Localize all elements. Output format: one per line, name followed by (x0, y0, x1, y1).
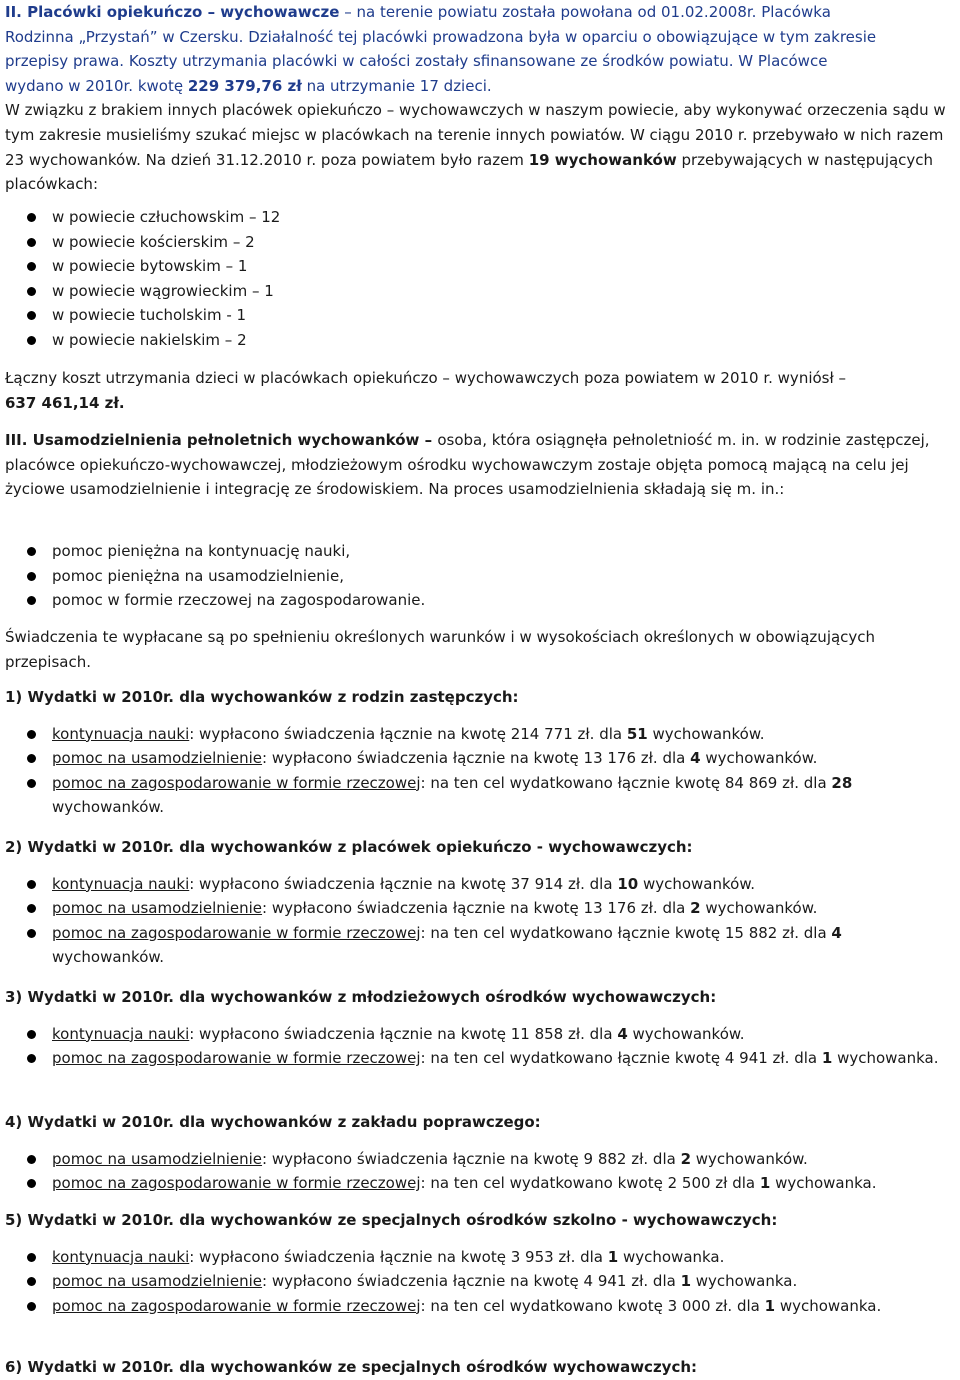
section-2-paragraph-text: W związku z brakiem innych placówek opiekuńczo – wychowawczych w naszym powiecie, aby wykonywać orzeczenia sądu w tym zakresie musieliśmy szukać miejsc w placówkach na terenie innych powiatów. W ciągu 2010 r. przebywało w nich razem 23 wychowanków. Na dzień 31.12.2010 r. poza powiatem było razem (5, 101, 946, 169)
expense-text: : na ten cel wydatkowano łącznie kwotę 15 882 zł. dla (420, 923, 832, 942)
expense-after: wychowanków. (638, 874, 755, 893)
expense-count: 1 (607, 1247, 619, 1266)
expense-item (5, 1022, 957, 1047)
expense-group-heading: 3) Wydatki w 2010r. dla wychowanków z młodzieżowych ośrodków wychowawczych: (5, 988, 717, 1006)
section-2-paragraph (5, 98, 957, 196)
expense-group-heading: 5) Wydatki w 2010r. dla wychowanków ze specjalnych ośrodków szkolno - wychowawczych: (5, 1211, 778, 1229)
section-2-line-2: Rodzinna „Przystań” w Czersku. Działalność tej placówki prowadzona była w oparciu o obowiązujące w tym zakresie (5, 27, 877, 46)
expense-text: : na ten cel wydatkowano kwotę 3 000 zł. dla (420, 1296, 765, 1315)
expense-term: pomoc na zagospodarowanie w formie rzeczowej (52, 1296, 421, 1315)
expense-after: wychowanków. (627, 1024, 745, 1043)
expense-count: 10 (617, 874, 639, 893)
expense-item (5, 722, 957, 747)
expense-list (5, 1022, 957, 1071)
expense-term: pomoc na zagospodarowanie w formie rzeczowej (52, 923, 421, 942)
support-forms-list (5, 539, 957, 613)
support-form-item: pomoc w formie rzeczowej na zagospodarowanie. (5, 588, 957, 613)
total-cost-label: Łączny koszt utrzymania dzieci w placówkach opiekuńczo – wychowawczych poza powiatem w 2010 r. wyniósł – (5, 369, 847, 387)
expense-text: : wypłacono świadczenia łącznie na kwotę 3 953 zł. dla (189, 1247, 608, 1266)
section-2 (5, 0, 957, 197)
section-2-line-4-a: wydano w 2010r. kwotę (5, 76, 188, 95)
expense-item (5, 1245, 957, 1270)
expense-text: : wypłacono świadczenia łącznie na kwotę 214 771 zł. dla (189, 724, 627, 743)
expense-after: wychowanków. (691, 1149, 808, 1168)
expense-group-heading: 6) Wydatki w 2010r. dla wychowanków ze specjalnych ośrodków wychowawczych: (5, 1358, 698, 1376)
expense-group (5, 835, 957, 970)
expense-after: wychowanka. (691, 1272, 798, 1291)
section-3-intro (5, 428, 957, 502)
expense-text: : na ten cel wydatkowano łącznie kwotę 84 869 zł. dla (420, 773, 832, 792)
expense-after: wychowanka. (770, 1174, 877, 1193)
expense-count: 4 (617, 1024, 628, 1043)
expense-group (5, 1355, 957, 1380)
support-form-item: pomoc pieniężna na usamodzielnienie, (5, 564, 957, 589)
total-cost-amount: 637 461,14 zł. (5, 393, 125, 412)
expense-term: pomoc na zagospodarowanie w formie rzeczowej (52, 1174, 421, 1193)
expense-term: pomoc na usamodzielnienie (52, 899, 263, 918)
expense-group-heading: 4) Wydatki w 2010r. dla wychowanków z zakładu poprawczego: (5, 1113, 541, 1131)
expense-after: wychowanka. (775, 1296, 882, 1315)
expense-after: wychowanków. (52, 798, 165, 817)
expense-list (5, 722, 957, 820)
county-list (5, 205, 957, 353)
expense-item (5, 1269, 957, 1294)
county-item: w powiecie nakielskim – 2 (5, 328, 957, 353)
expense-after: wychowanków. (52, 948, 165, 967)
support-form-item: pomoc pieniężna na kontynuację nauki, (5, 539, 957, 564)
expense-term: kontynuacja nauki (52, 1024, 190, 1043)
section-2-title: II. Placówki opiekuńczo – wychowawcze (5, 3, 340, 21)
section-2-intro (5, 0, 957, 98)
expense-group (5, 1110, 957, 1196)
expense-item (5, 872, 957, 897)
expense-term: pomoc na usamodzielnienie (52, 1272, 263, 1291)
expense-count: 1 (821, 1049, 833, 1068)
expense-count: 51 (626, 724, 648, 743)
expense-list (5, 1147, 957, 1196)
expense-group (5, 985, 957, 1071)
section-2-paragraph-end: przebywających w następujących placówkach: (5, 150, 934, 194)
expense-after: wychowanka. (832, 1049, 939, 1068)
expense-item (5, 1046, 957, 1071)
expense-item (5, 896, 957, 921)
section-2-amount: 229 379,76 zł (187, 76, 302, 95)
county-item: w powiecie kościerskim – 2 (5, 230, 957, 255)
benefits-note-text: Świadczenia te wypłacane są po spełnieniu określonych warunków i w wysokościach określonych w obowiązujących przepisach. (5, 628, 876, 671)
expense-text: : na ten cel wydatkowano kwotę 2 500 zł dla (420, 1174, 760, 1193)
county-item: w powiecie bytowskim – 1 (5, 254, 957, 279)
section-3 (5, 428, 957, 502)
total-cost (5, 366, 957, 415)
section-2-title-rest: – na terenie powiatu została powołana od 01.02.2008r. Placówka (339, 3, 831, 21)
expense-text: : na ten cel wydatkowano łącznie kwotę 4 941 zł. dla (420, 1049, 822, 1068)
expense-text: : wypłacono świadczenia łącznie na kwotę 37 914 zł. dla (189, 874, 618, 893)
section-2-line-4-b: na utrzymanie 17 dzieci. (301, 76, 492, 95)
expense-item (5, 746, 957, 771)
expense-text: : wypłacono świadczenia łącznie na kwotę 13 176 zł. dla (262, 899, 691, 918)
expense-count: 2 (680, 1149, 692, 1168)
expense-item (5, 1147, 957, 1172)
section-3-title: III. Usamodzielnienia pełnoletnich wychowanków – (5, 431, 438, 449)
benefits-note (5, 625, 957, 674)
expense-item (5, 1294, 957, 1319)
expense-term: kontynuacja nauki (52, 1247, 190, 1266)
expense-list (5, 1245, 957, 1319)
expense-list (5, 872, 957, 970)
expense-group (5, 685, 957, 820)
expense-text: : wypłacono świadczenia łącznie na kwotę 9 882 zł. dla (262, 1149, 681, 1168)
expense-text: : wypłacono świadczenia łącznie na kwotę 11 858 zł. dla (189, 1024, 618, 1043)
expense-after: wychowanków. (700, 899, 818, 918)
expense-group-heading: 2) Wydatki w 2010r. dla wychowanków z placówek opiekuńczo - wychowawczych: (5, 838, 693, 856)
section-2-line-3: przepisy prawa. Koszty utrzymania placówki w całości zostały sfinansowane ze środków powiatu. W Placówce (5, 52, 828, 71)
expense-term: kontynuacja nauki (52, 724, 190, 743)
county-item: w powiecie tucholskim - 1 (5, 303, 957, 328)
expense-count: 1 (680, 1272, 692, 1291)
expense-count: 4 (690, 749, 701, 768)
expense-term: kontynuacja nauki (52, 874, 190, 893)
expense-after: wychowanków. (647, 724, 765, 743)
expense-term: pomoc na zagospodarowanie w formie rzeczowej (52, 1049, 421, 1068)
section-2-count: 19 wychowanków (528, 150, 677, 169)
expense-count: 4 (831, 923, 842, 942)
total-cost-text (5, 366, 957, 415)
expense-item (5, 1171, 957, 1196)
county-item: w powiecie człuchowskim – 12 (5, 205, 957, 230)
expense-item (5, 771, 957, 820)
county-item: w powiecie wągrowieckim – 1 (5, 279, 957, 304)
expense-count: 1 (764, 1296, 776, 1315)
expense-count: 28 (831, 773, 853, 792)
expense-after: wychowanka. (618, 1247, 725, 1266)
expense-text: : wypłacono świadczenia łącznie na kwotę 4 941 zł. dla (262, 1272, 681, 1291)
expense-after: wychowanków. (700, 749, 818, 768)
expense-term: pomoc na zagospodarowanie w formie rzeczowej (52, 773, 421, 792)
expense-item (5, 921, 957, 970)
expense-term: pomoc na usamodzielnienie (52, 749, 263, 768)
section-3-text: osoba, która osiągnęła pełnoletniość m. in. w rodzinie zastępczej, placówce opiekuńczo-wychowawczej, młodzieżowym ośrodku wychowawczym zostaje objęta pomocą mającą na celu jej życiowe usamodzielnienie i integrację ze środowiskiem. Na proces usamodzielnienia składają się m. in.: (5, 431, 930, 499)
expense-group-heading: 1) Wydatki w 2010r. dla wychowanków z rodzin zastępczych: (5, 688, 519, 706)
expense-count: 2 (690, 899, 701, 918)
expense-count: 1 (759, 1174, 771, 1193)
expense-group (5, 1208, 957, 1318)
expense-term: pomoc na usamodzielnienie (52, 1149, 263, 1168)
expense-text: : wypłacono świadczenia łącznie na kwotę 13 176 zł. dla (262, 749, 691, 768)
